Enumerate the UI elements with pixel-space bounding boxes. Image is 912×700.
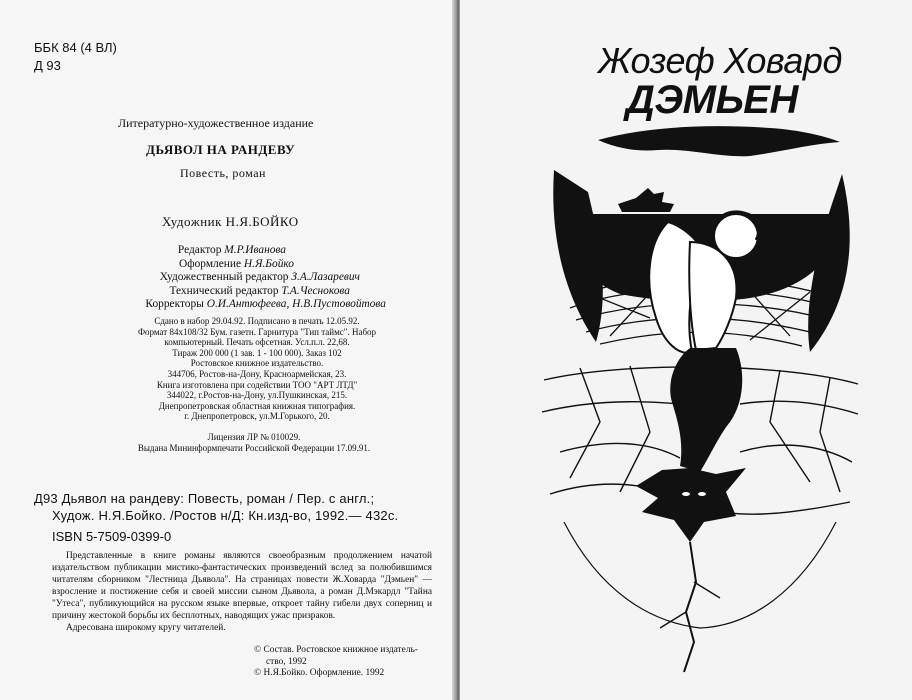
artist-line: Художник Н.Я.БОЙКО: [162, 214, 299, 229]
abstract-paragraph: Представленные в книге романы являются своеобразным продолжением начатой издательством публикации мистико-фантастических произведений вслед за полюбившимся читателям сборником "Лестница Дьявола". На страницах повести Ж.Ховарда "Дэмьен" — взросление и постижение себя и своей миссии сыном Дьявола, а роман Д.Мэкардл "Тайна "Утеса", публикующийся на русском языке впервые, откроет тайну гибели двух соперниц и причину жестокой борьбы их бесплотных, наводящих ужас призраков.: [52, 551, 432, 621]
license-issuer: Выдана Мининформпечати Российской Федерации 17.09.91.: [137, 442, 371, 453]
classification-udc: Д 93: [34, 58, 61, 73]
shadow-demon-head: [636, 468, 746, 542]
catalog-line: Д93 Дьявол на рандеву: Повесть, роман / Пер. с англ.;: [34, 491, 375, 506]
imprint-line: г. Днепропетровск, ул.М.Горького, 20.: [184, 411, 330, 422]
novel-title: ДЭМЬЕН: [626, 78, 798, 122]
classification-bbk: ББК 84 (4 ВЛ): [34, 40, 117, 55]
isbn: ISBN 5-7509-0399-0: [52, 529, 172, 544]
book-title: ДЬЯВОЛ НА РАНДЕВУ: [146, 142, 296, 157]
license-block: [104, 432, 404, 453]
copyright-line: © Н.Я.Бойко. Оформление. 1992: [254, 668, 385, 678]
author-name: Жозеф Ховард: [598, 40, 842, 81]
license-number: Лицензия ЛР № 010029.: [207, 432, 301, 442]
imprint-line: Формат 84х108/32 Бум. газетн. Гарнитура "Тип таймс". Набор: [137, 326, 377, 337]
ground-crack: [684, 542, 696, 672]
book-subtitle: Повесть, роман: [180, 166, 266, 180]
ship-silhouette: [618, 188, 674, 212]
credit-tech-editor: Технический редактор Т.А.Чеснокова: [169, 284, 350, 297]
imprint-line: компьютерный. Печать офсетная. Усл.п.л. 22,68.: [164, 337, 350, 348]
imprint-line: Днепропетровская областная книжная типография.: [158, 400, 356, 411]
cover-illustration: [540, 122, 860, 682]
dark-cloud-shape: [598, 126, 840, 156]
angel-head: [714, 214, 758, 258]
credit-design: Оформление Н.Я.Бойко: [179, 257, 294, 270]
credits-block: [124, 244, 386, 312]
credit-proofreaders: Корректоры О.И.Антюфеева, Н.В.Пустовойтова: [145, 298, 386, 311]
edition-type: Литературно-художественное издание: [118, 116, 314, 130]
catalog-entry: [34, 490, 398, 524]
imprint-line: Ростовское книжное издательство.: [190, 358, 324, 369]
credit-art-editor: Художественный редактор З.А.Лазаревич: [159, 271, 360, 284]
imprint-line: Сдано в набор 29.04.92. Подписано в печать 12.05.92.: [154, 316, 360, 326]
imprint-line: Тираж 200 000 (1 зав. 1 - 100 000). Заказ 102: [172, 347, 342, 358]
lower-arc: [564, 522, 836, 628]
copyright-line: © Состав. Ростовское книжное издатель-: [254, 645, 418, 655]
copyright-line: ство, 1992: [266, 656, 307, 667]
imprint-line: Книга изготовлена при содействии ТОО "АРТ ЛТД": [156, 379, 358, 390]
imprint-line: 344706, Ростов-на-Дону, Красноармейская, 23.: [167, 368, 347, 379]
copyright-block: [254, 645, 418, 680]
imprint-block: [112, 316, 402, 422]
demon-eye: [682, 492, 690, 496]
imprint-line: 344022, г.Ростов-на-Дону, ул.Пушкинская, 215.: [166, 390, 348, 401]
catalog-line: Худож. Н.Я.Бойко. /Ростов н/Д: Кн.изд-во, 1992.— 432с.: [52, 508, 399, 523]
credit-editor: Редактор М.Р.Иванова: [177, 244, 286, 256]
abstract: [52, 550, 432, 634]
demon-eye: [698, 492, 706, 496]
abstract-audience: Адресована широкому кругу читателей.: [66, 623, 226, 633]
